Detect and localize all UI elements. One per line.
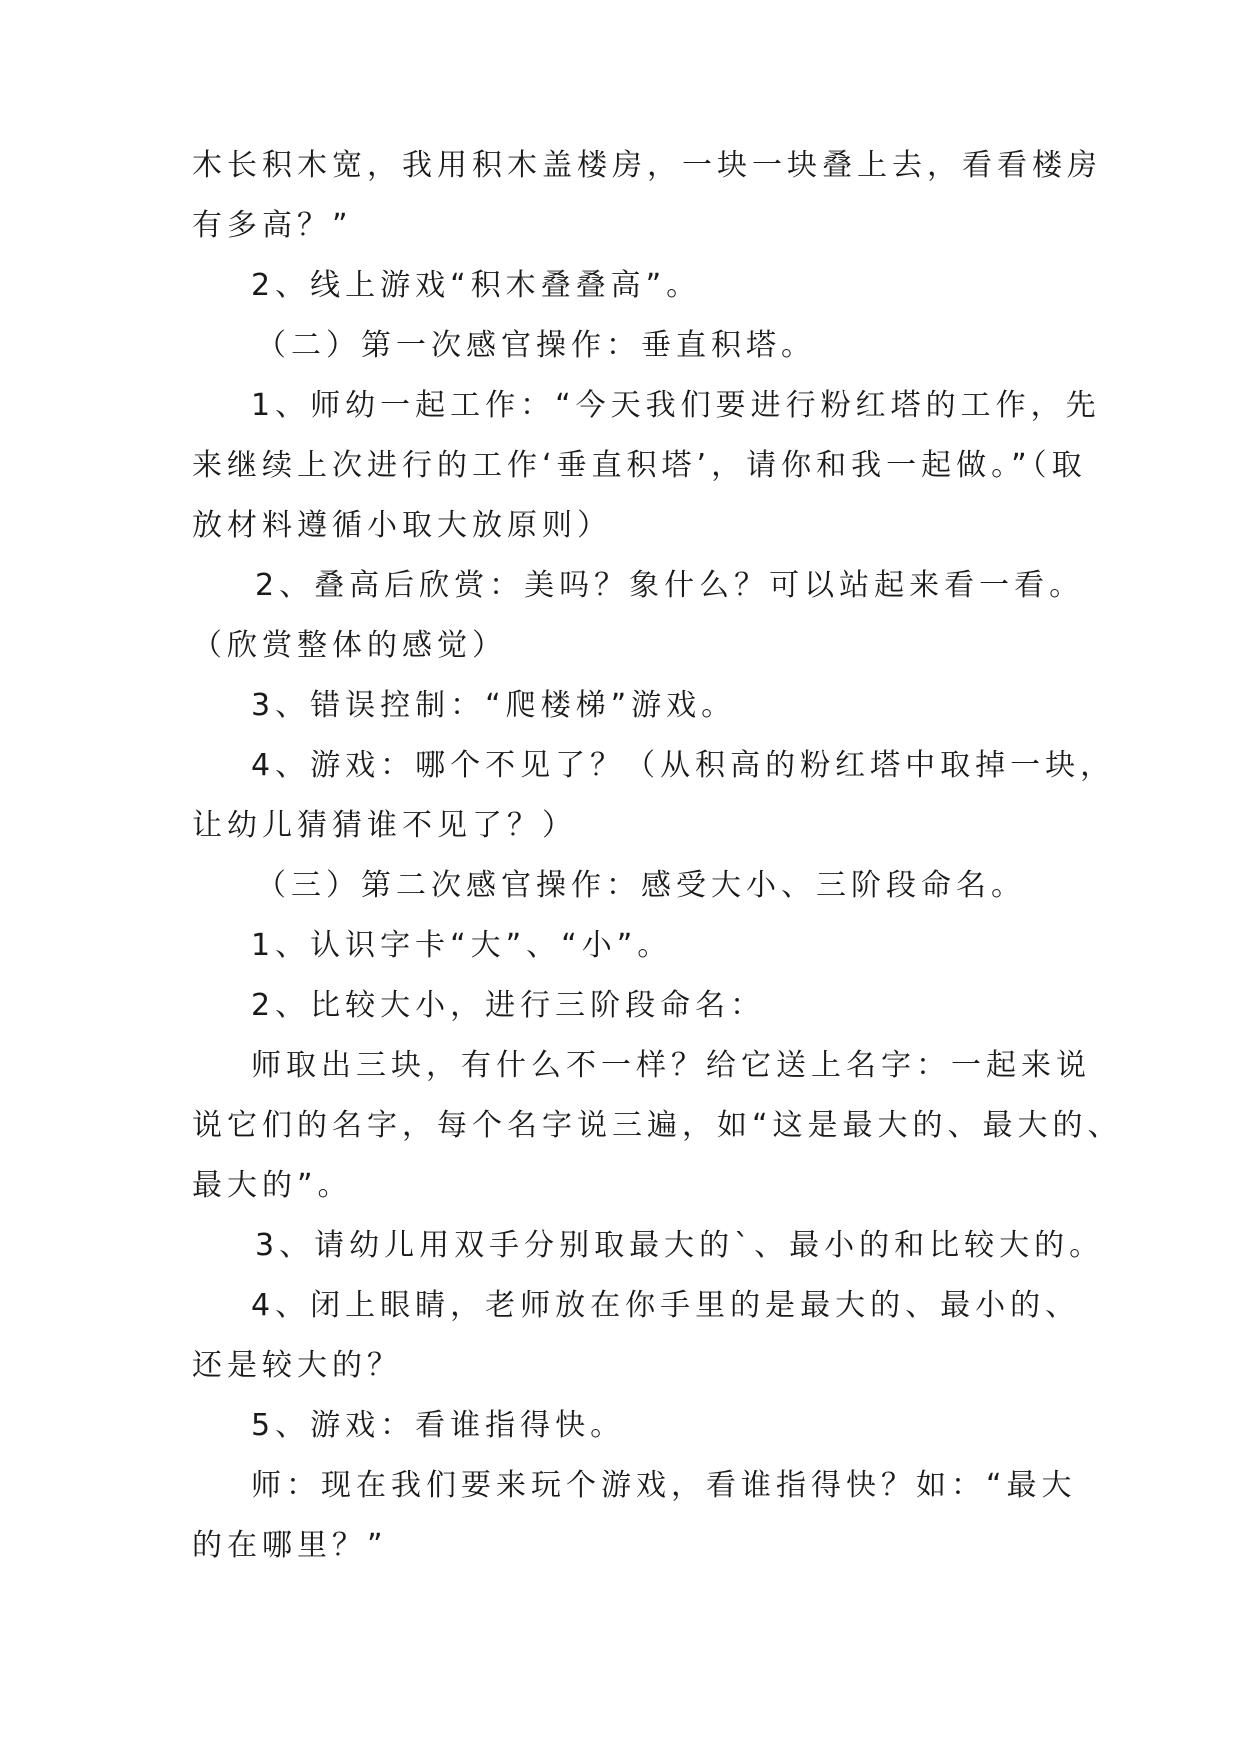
text-line: 木长积木宽，我用积木盖楼房，一块一块叠上去，看看楼房 (192, 148, 1102, 183)
text-line: 师取出三块，有什么不一样？给它送上名字：一起来说 (251, 1048, 1091, 1083)
text-line: 1、师幼一起工作：“今天我们要进行粉红塔的工作，先 (251, 388, 1101, 423)
text-line: 最大的”。 (192, 1168, 353, 1203)
text-line: 师：现在我们要来玩个游戏，看谁指得快？如：“最大 (251, 1468, 1077, 1503)
section-heading: （三）第二次感官操作：感受大小、三阶段命名。 (256, 868, 1026, 903)
text-line: 放材料遵循小取大放原则） (192, 508, 612, 543)
text-line: 还是较大的？ (192, 1348, 402, 1383)
text-line: 有多高？” (192, 208, 353, 243)
text-line: 2、比较大小，进行三阶段命名： (251, 988, 766, 1023)
text-line: 2、线上游戏“积木叠叠高”。 (251, 268, 702, 303)
section-heading: （二）第一次感官操作：垂直积塔。 (256, 328, 816, 363)
text-line: （欣赏整体的感觉） (192, 628, 507, 663)
text-line: 来继续上次进行的工作‘垂直积塔’，请你和我一起做。”（取 (192, 448, 1087, 483)
text-line: 2、叠高后欣赏：美吗？象什么？可以站起来看一看。 (255, 568, 1085, 603)
text-line: 说它们的名字，每个名字说三遍，如“这是最大的、最大的、 (192, 1108, 1123, 1143)
text-line: 3、错误控制：“爬楼梯”游戏。 (251, 688, 737, 723)
text-line: 1、认识字卡“大”、“小”。 (251, 928, 673, 963)
text-line: 3、请幼儿用双手分别取最大的`、最小的和比较大的。 (255, 1228, 1105, 1263)
text-line: 让幼儿猜猜谁不见了？） (192, 808, 577, 843)
text-line: 5、游戏：看谁指得快。 (251, 1408, 626, 1443)
text-line: 4、游戏：哪个不见了？（从积高的粉红塔中取掉一块， (251, 748, 1116, 783)
text-line: 的在哪里？” (192, 1528, 388, 1563)
text-line: 4、闭上眼睛，老师放在你手里的是最大的、最小的、 (251, 1288, 1081, 1323)
